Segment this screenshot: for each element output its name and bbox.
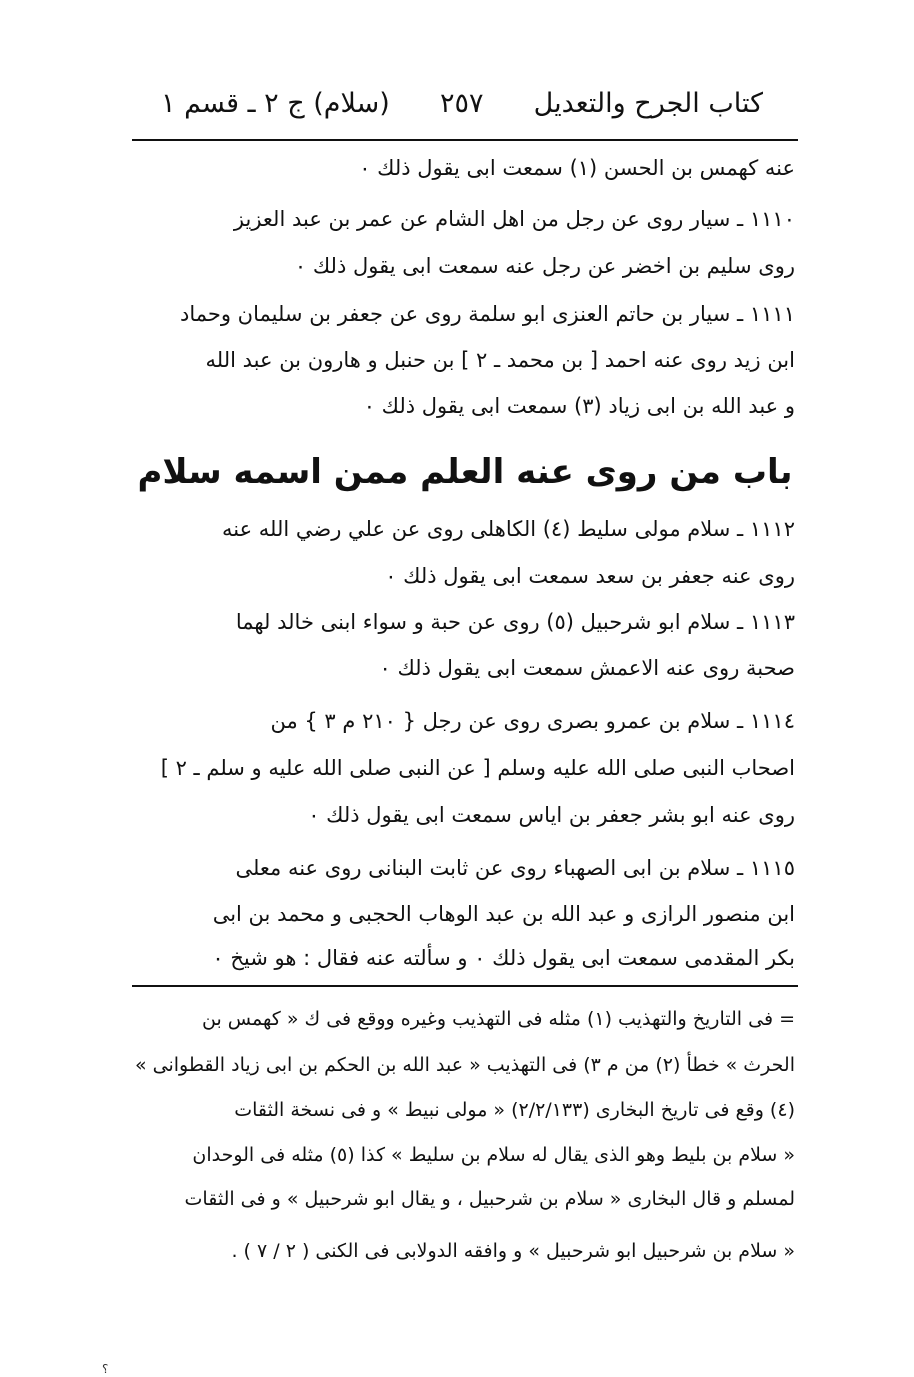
footnote-line: الحرث » خطأ (٢) من م ٣) فى التهذيب « عبد الله بن الحكم بن ابى زياد القطوانى » — [135, 1054, 795, 1076]
footnote-line: « سلام بن شرحبيل ابو شرحبيل » و وافقه الدولابى فى الكنى ( ٢ / ٧ ) . — [231, 1240, 795, 1262]
footnote-line: = فى التاريخ والتهذيب (١) مثله فى التهذيب وغيره ووقع فى ك « كهمس بن — [202, 1008, 795, 1030]
footnote-divider — [132, 985, 798, 987]
page-number: ٢٥٧ — [440, 88, 484, 119]
section-heading: باب من روى عنه العلم ممن اسمه سلام — [137, 452, 793, 492]
footnote-line: لمسلم و قال البخارى « سلام بن شرحبيل ، و يقال ابو شرحبيل » و فى الثقات — [184, 1188, 795, 1210]
book-title: كتاب الجرح والتعديل — [533, 88, 763, 119]
entry-1114-line: ١١١٤ ـ سلام بن عمرو بصرى روى عن رجل { ٢١٠ م ٣ } من — [270, 709, 795, 733]
text-line: اصحاب النبى صلى الله عليه وسلم [ عن النبى صلى الله عليه و سلم ـ ٢ ] — [160, 756, 795, 780]
text-line: بكر المقدمى سمعت ابى يقول ذلك ٠ و سألته عنه فقال : هو شيخ ٠ — [212, 946, 795, 970]
text-line: ابن منصور الرازى و عبد الله بن عبد الوهاب الحجبى و محمد بن ابى — [212, 902, 795, 926]
stray-mark: ؟ — [102, 1362, 109, 1376]
entry-1112-line: ١١١٢ ـ سلام مولى سليط (٤) الكاهلى روى عن علي رضي الله عنه — [221, 517, 795, 541]
text-line: ابن زيد روى عنه احمد [ بن محمد ـ ٢ ] بن حنبل و هارون بن عبد الله — [205, 348, 795, 372]
header-divider — [132, 139, 798, 141]
text-line: صحبة روى عنه الاعمش سمعت ابى يقول ذلك ٠ — [379, 656, 795, 680]
footnote-line: (٤) وقع فى تاريخ البخارى (٢/٢/١٣٣) « مولى نبيط » و فى نسخة الثقات — [234, 1099, 795, 1121]
entry-1110-line: ١١١٠ ـ سيار روى عن رجل من اهل الشام عن عمر بن عبد العزيز — [233, 207, 795, 231]
text-line: روى سليم بن اخضر عن رجل عنه سمعت ابى يقول ذلك ٠ — [294, 254, 795, 278]
text-line: و عبد الله بن ابى زياد (٣) سمعت ابى يقول ذلك ٠ — [363, 394, 795, 418]
text-line: روى عنه جعفر بن سعد سمعت ابى يقول ذلك ٠ — [385, 564, 795, 588]
text-line: روى عنه ابو بشر جعفر بن اياس سمعت ابى يقول ذلك ٠ — [308, 803, 795, 827]
text-line: عنه كهمس بن الحسن (١) سمعت ابى يقول ذلك ٠ — [359, 156, 795, 180]
entry-1113-line: ١١١٣ ـ سلام ابو شرحبيل (٥) روى عن حبة و سواء ابنى خالد لهما — [235, 610, 795, 634]
entry-1111-line: ١١١١ ـ سيار بن حاتم العنزى ابو سلمة روى عن جعفر بن سليمان وحماد — [179, 302, 795, 326]
volume-label: (سلام) ج ٢ ـ قسم ١ — [161, 88, 390, 119]
entry-1115-line: ١١١٥ ـ سلام بن ابى الصهباء روى عن ثابت البنانى روى عنه معلى — [235, 856, 795, 880]
running-header — [135, 78, 795, 134]
footnote-line: « سلام بن بليط وهو الذى يقال له سلام بن سليط » كذا (٥) مثله فى الوحدان — [192, 1144, 795, 1166]
